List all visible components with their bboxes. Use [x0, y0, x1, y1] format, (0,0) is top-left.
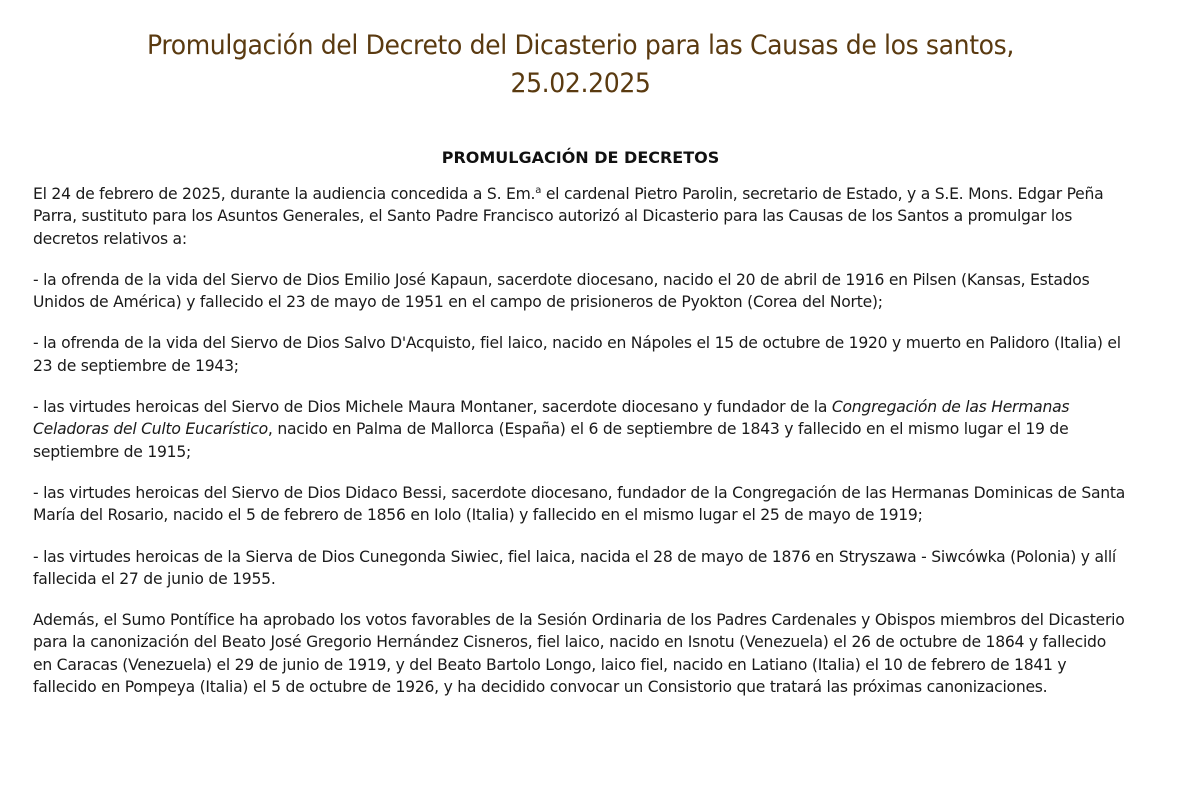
- decree-item-maura-montaner: [33, 396, 1128, 463]
- decree-item-dacquisto: - la ofrenda de la vida del Siervo de Dios Salvo D'Acquisto, fiel laico, nacido en Nápoles el 15 de octubre de 1920 y muerto en Palidoro (Italia) el 23 de septiembre de 1943;: [33, 334, 1121, 375]
- closing-paragraph: Además, el Sumo Pontífice ha aprobado los votos favorables de la Sesión Ordinaria de los Padres Cardenales y Obispos miembros del Dicasterio para la canonización del Beato José Gregorio Hernández Cisneros, fiel laico, nacido en Isnotu (Venezuela) el 26 de octubre de 1864 y fallecido en Caracas (Venezuela) el 29 de junio de 1919, y del Beato Bartolo Longo, laico fiel, nacido en Latiano (Italia) el 10 de febrero de 1841 y fallecido en Pompeya (Italia) el 5 de octubre de 1926, y ha decidido convocar un Consistorio que tratará las próximas canonizaciones.: [33, 611, 1125, 697]
- document-page: [33, 0, 1128, 717]
- page-title: [71, 27, 1089, 103]
- intro-paragraph: [33, 183, 1128, 250]
- page-title-line1: Promulgación del Decreto del Dicasterio para las Causas de los santos,: [147, 30, 1014, 61]
- decree-text-after-italic: , nacido en Palma de Mallorca (España) el 6 de septiembre de 1843 y fallecido en el mismo lugar el 19 de septiembre de 1915;: [33, 420, 1069, 461]
- ordinal-superscript: a: [535, 184, 542, 196]
- decree-item-siwiec: - las virtudes heroicas de la Sierva de Dios Cunegonda Siwiec, fiel laica, nacida el 28 de mayo de 1876 en Stryszawa - Siwcówka (Polonia) y allí fallecida el 27 de junio de 1955.: [33, 547, 1117, 588]
- intro-text-part2: el cardenal Pietro Parolin, secretario de Estado, y a S.E. Mons. Edgar Peña Parra, sustituto para los Asuntos Generales, el Santo Padre Francisco autorizó al Dicasterio para las Causas de los Santos a promulgar los decretos relativos a:: [33, 185, 1104, 248]
- decree-text-before-italic: - las virtudes heroicas del Siervo de Dios Michele Maura Montaner, sacerdote diocesano y fundador de la: [33, 398, 832, 417]
- section-heading: PROMULGACIÓN DE DECRETOS: [441, 148, 720, 167]
- page-title-date: 25.02.2025: [510, 68, 651, 99]
- decree-item-kapaun: - la ofrenda de la vida del Siervo de Dios Emilio José Kapaun, sacerdote diocesano, nacido el 20 de abril de 1916 en Pilsen (Kansas, Estados Unidos de América) y fallecido el 23 de mayo de 1951 en el campo de prisioneros de Pyokton (Corea del Norte);: [33, 270, 1090, 312]
- decree-item-bessi: - las virtudes heroicas del Siervo de Dios Didaco Bessi, sacerdote diocesano, fundador de la Congregación de las Hermanas Dominicas de Santa María del Rosario, nacido el 5 de febrero de 1856 en Iolo (Italia) y fallecido en el mismo lugar el 25 de mayo de 1919;: [33, 483, 1126, 525]
- article-body: [33, 183, 1128, 698]
- intro-text-part1: El 24 de febrero de 2025, durante la audiencia concedida a S. Em.: [33, 185, 536, 203]
- congregation-name-italic: Congregación de las Hermanas Celadoras del Culto Eucarístico: [33, 398, 1070, 439]
